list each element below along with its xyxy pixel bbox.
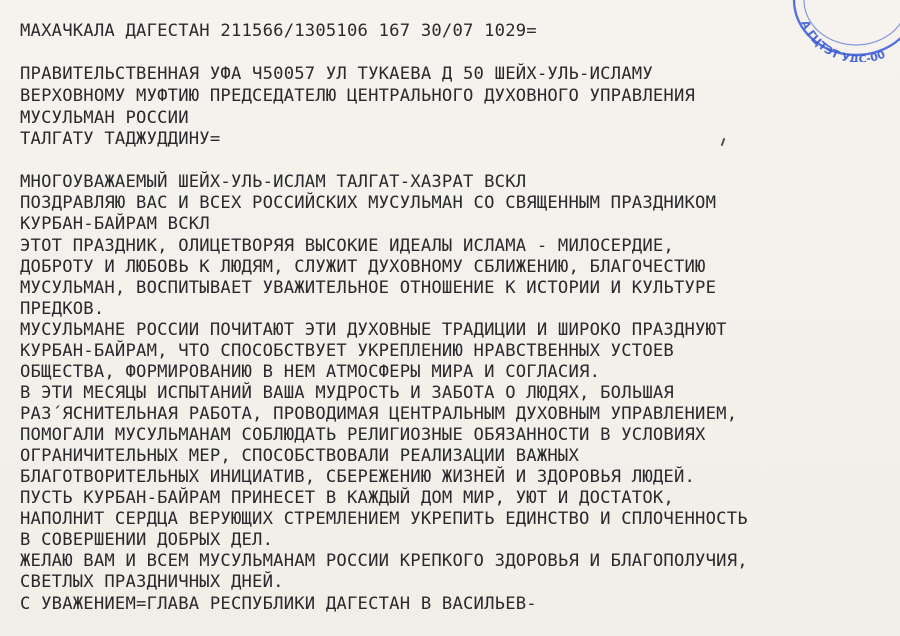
- body-line: МУСУЛЬМАН, ВОСПИТЫВАЕТ УВАЖИТЕЛЬНОЕ ОТНОШЕНИЕ К ИСТОРИИ И КУЛЬТУРЕ: [20, 278, 717, 298]
- body-line: ПОЗДРАВЛЯЮ ВАС И ВСЕХ РОССИЙСКИХ МУСУЛЬМАН СО СВЯЩЕННЫМ ПРАЗДНИКОМ: [20, 193, 717, 213]
- body-line: МУСУЛЬМАНЕ РОССИИ ПОЧИТАЮТ ЭТИ ДУХОВНЫЕ ТРАДИЦИИ И ШИРОКО ПРАЗДНУЮТ: [20, 320, 727, 340]
- body-line: НАПОЛНИТ СЕРДЦА ВЕРУЮЩИХ СТРЕМЛЕНИЕМ УКРЕПИТЬ ЕДИНСТВО И СПЛОЧЕННОСТЬ: [20, 509, 748, 529]
- body-line: ЭТОТ ПРАЗДНИК, ОЛИЦЕТВОРЯЯ ВЫСОКИЕ ИДЕАЛЫ ИСЛАМА - МИЛОСЕРДИЕ,: [20, 236, 674, 256]
- body-line: СВЕТЛЫХ ПРАЗДНИЧНЫХ ДНЕЙ.: [20, 572, 284, 592]
- address-line: ВЕРХОВНОМУ МУФТИЮ ПРЕДСЕДАТЕЛЮ ЦЕНТРАЛЬНОГО ДУХОВНОГО УПРАВЛЕНИЯ: [20, 86, 696, 106]
- body-line: КУРБАН-БАЙРАМ, ЧТО СПОСОБСТВУЕТ УКРЕПЛЕНИЮ НРАВСТВЕННЫХ УСТОЕВ: [20, 341, 674, 361]
- body-line: ПОМОГАЛИ МУСУЛЬМАНАМ СОБЛЮДАТЬ РЕЛИГИОЗНЫЕ ОБЯЗАННОСТИ В УСЛОВИЯХ: [20, 425, 706, 445]
- svg-text:А ГЦТЭТ УДС-00: [798, 18, 887, 62]
- body-line: В ЭТИ МЕСЯЦЫ ИСПЫТАНИЙ ВАША МУДРОСТЬ И ЗАБОТА О ЛЮДЯХ, БОЛЬШАЯ: [20, 383, 674, 403]
- office-stamp: [776, 0, 900, 62]
- address-line: ПРАВИТЕЛЬСТВЕННАЯ УФА Ч50057 УЛ ТУКАЕВА Д 50 ШЕЙХ-УЛЬ-ИСЛАМУ: [20, 64, 653, 84]
- stamp-seal-icon: [776, 0, 900, 62]
- body-line: ЖЕЛАЮ ВАМ И ВСЕМ МУСУЛЬМАНАМ РОССИИ КРЕПКОГО ЗДОРОВЬЯ И БЛАГОПОЛУЧИЯ,: [20, 551, 748, 571]
- body-line: ПУСТЬ КУРБАН-БАЙРАМ ПРИНЕСЕТ В КАЖДЫЙ ДОМ МИР, УЮТ И ДОСТАТОК,: [20, 488, 674, 508]
- body-line: ОГРАНИЧИТЕЛЬНЫХ МЕР, СПОСОБСТВОВАЛИ РЕАЛИЗАЦИИ ВАЖНЫХ: [20, 446, 580, 466]
- body-line: БЛАГОТВОРИТЕЛЬНЫХ ИНИЦИАТИВ, СБЕРЕЖЕНИЮ ЖИЗНЕЙ И ЗДОРОВЬЯ ЛЮДЕЙ.: [20, 467, 696, 487]
- body-line: ДОБРОТУ И ЛЮБОВЬ К ЛЮДЯМ, СЛУЖИТ ДУХОВНОМУ СБЛИЖЕНИЮ, БЛАГОЧЕСТИЮ: [20, 257, 706, 277]
- stray-mark: [721, 138, 726, 146]
- address-line: ТАЛГАТУ ТАДЖУДДИНУ=: [20, 129, 221, 149]
- body-line: В СОВЕРШЕНИИ ДОБРЫХ ДЕЛ.: [20, 530, 274, 550]
- body-line: МНОГОУВАЖАЕМЫЙ ШЕЙХ-УЛЬ-ИСЛАМ ТАЛГАТ-ХАЗРАТ ВСКЛ: [20, 172, 527, 192]
- address-line: МУСУЛЬМАН РОССИИ: [20, 108, 189, 128]
- body-line: КУРБАН-БАЙРАМ ВСКЛ: [20, 214, 210, 234]
- stamp-text: А ГЦТЭТ УДС-00: [798, 18, 888, 62]
- body-line: РАЗ´ЯСНИТЕЛЬНАЯ РАБОТА, ПРОВОДИМАЯ ЦЕНТРАЛЬНЫМ ДУХОВНЫМ УПРАВЛЕНИЕМ,: [20, 404, 738, 424]
- body-line: ПРЕДКОВ.: [20, 299, 105, 319]
- telegram-header: МАХАЧКАЛА ДАГЕСТАН 211566/1305106 167 30/07 1029=: [20, 21, 537, 41]
- signature-line: С УВАЖЕНИЕМ=ГЛАВА РЕСПУБЛИКИ ДАГЕСТАН В ВАСИЛЬЕВ-: [20, 594, 537, 614]
- body-line: ОБЩЕСТВА, ФОРМИРОВАНИЮ В НЕМ АТМОСФЕРЫ МИРА И СОГЛАСИЯ.: [20, 362, 601, 382]
